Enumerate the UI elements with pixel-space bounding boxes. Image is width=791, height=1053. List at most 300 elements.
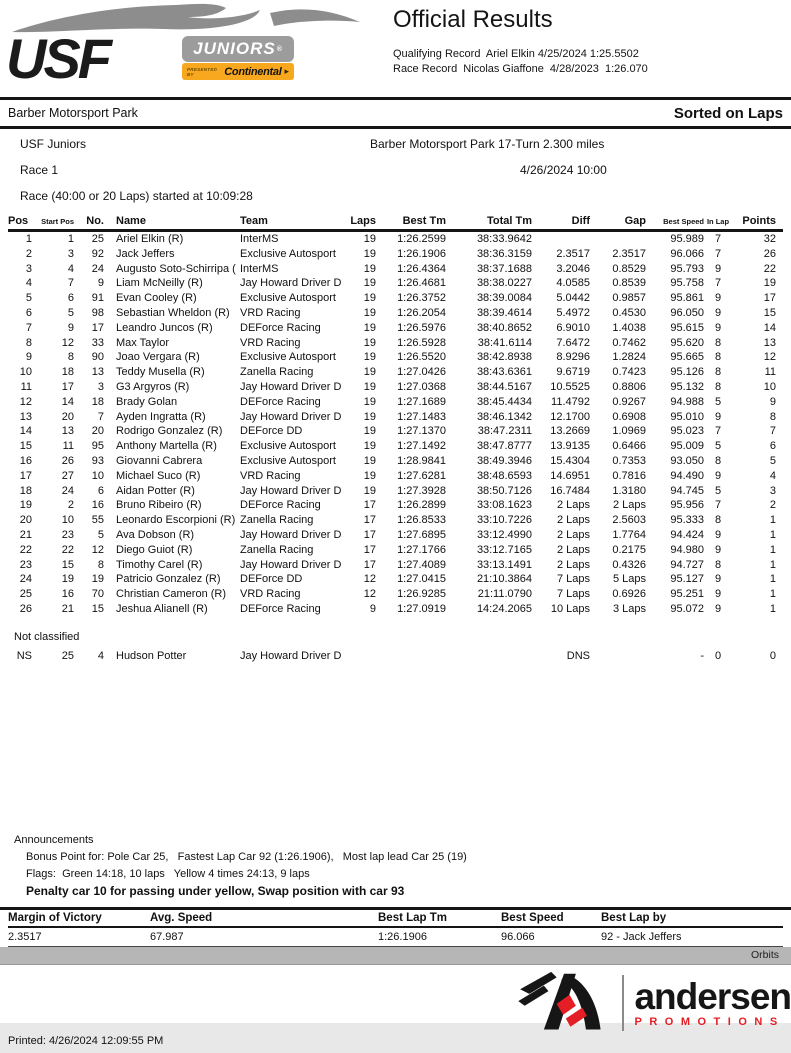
cell-inlap: 9 — [714, 292, 722, 305]
announcements-label: Announcements — [14, 833, 94, 846]
sort-label: Sorted on Laps — [673, 104, 783, 122]
cell-start: 13 — [61, 425, 74, 438]
cell-laps: 12 — [363, 588, 376, 601]
cell-speed: 94.988 — [670, 395, 704, 408]
cell-laps: 19 — [363, 277, 376, 290]
cell-best: 1:27.0426 — [397, 366, 446, 379]
cell-points: 7 — [769, 425, 776, 438]
cell-total: 38:50.7126 — [476, 484, 532, 497]
cell-total — [446, 649, 532, 664]
cell-gap: 0.8806 — [612, 380, 646, 393]
cell-pos: 4 — [25, 277, 32, 290]
summary-values-row — [8, 928, 783, 947]
col-header-pos: Pos — [8, 215, 29, 227]
cell-start: 12 — [61, 336, 74, 349]
cell-speed: 95.793 — [670, 262, 704, 275]
cell-total: 38:45.4434 — [476, 395, 532, 408]
track-bar — [0, 100, 791, 126]
cell-diff: 2 Laps — [556, 528, 590, 541]
title-block — [393, 6, 785, 77]
cell-no: 15 — [91, 602, 104, 615]
cell-laps: 19 — [363, 410, 376, 423]
col-header-no: No. — [86, 215, 104, 227]
cell-pos: 12 — [19, 395, 32, 408]
col-header-team: Team — [240, 215, 268, 227]
cell-best: 1:27.4089 — [397, 558, 446, 571]
col-header-laps: Laps — [350, 215, 376, 227]
cell-no: 4 — [97, 649, 104, 662]
race-datetime: 4/26/2024 10:00 — [520, 163, 607, 177]
cell-gap: 0.4326 — [612, 558, 646, 571]
andersen-promotions-logo — [516, 971, 791, 1035]
cell-inlap: 0 — [714, 649, 722, 662]
table-row — [8, 513, 783, 528]
col-header-name: Name — [116, 215, 146, 227]
cell-inlap: 9 — [714, 573, 722, 586]
cell-inlap: 8 — [714, 558, 722, 571]
cell-diff: 9.6719 — [556, 366, 590, 379]
cell-best: 1:28.9841 — [397, 454, 446, 467]
cell-inlap: 7 — [714, 277, 722, 290]
cell-pos: 13 — [19, 410, 32, 423]
cell-gap: 0.7816 — [612, 469, 646, 482]
results-body — [8, 232, 783, 617]
event-info — [0, 129, 791, 211]
page-footer — [0, 965, 791, 1053]
cell-points: 14 — [763, 321, 776, 334]
cell-gap: 0.6466 — [612, 440, 646, 453]
cell-best: 1:27.6895 — [397, 528, 446, 541]
cell-name: Augusto Soto-Schirripa ( — [116, 262, 236, 275]
cell-team: DEForce Racing — [240, 395, 321, 408]
cell-best: 1:27.0415 — [397, 573, 446, 586]
cell-best: 1:26.5520 — [397, 351, 446, 364]
juniors-label: JUNIORS — [193, 39, 276, 58]
cell-inlap: 8 — [714, 351, 722, 364]
cell-best: 1:26.8533 — [397, 514, 446, 527]
cell-pos: 11 — [20, 380, 32, 393]
cell-name: Rodrigo Gonzalez (R) — [116, 425, 223, 438]
cell-diff: 5.0442 — [556, 292, 590, 305]
cell-pos: 6 — [25, 306, 32, 319]
cell-name: Hudson Potter — [116, 649, 187, 662]
summary-header-row — [8, 910, 783, 928]
cell-points: 10 — [763, 380, 776, 393]
cell-points: 1 — [769, 528, 776, 541]
cell-inlap: 7 — [714, 233, 722, 245]
continental-arrow-icon: ▸ — [284, 66, 289, 76]
cell-start: 24 — [61, 484, 74, 497]
table-row — [8, 262, 783, 277]
cell-pos: 2 — [25, 247, 32, 260]
cell-no: 92 — [91, 247, 104, 260]
table-row — [8, 350, 783, 365]
cell-no: 98 — [91, 306, 104, 319]
cell-total: 33:08.1623 — [476, 499, 532, 512]
cell-pos: 22 — [19, 543, 32, 556]
cell-diff: 11.4792 — [551, 395, 590, 408]
cell-diff: 2 Laps — [556, 543, 590, 556]
cell-team: VRD Racing — [240, 306, 301, 319]
cell-speed: 94.727 — [670, 558, 704, 571]
flags-line: Flags: Green 14:18, 10 laps Yellow 4 times 24:13, 9 laps — [26, 867, 310, 880]
col-header-best-speed: Best Speed — [663, 217, 704, 226]
cell-speed: 95.615 — [670, 321, 704, 334]
cell-diff: 8.9296 — [556, 351, 590, 364]
cell-pos: 16 — [19, 454, 32, 467]
table-row — [8, 558, 783, 573]
summary-value-best-speed: 96.066 — [501, 930, 535, 943]
cell-best: 1:26.2054 — [397, 306, 446, 319]
cell-team: Jay Howard Driver D — [240, 649, 342, 662]
andersen-wordmark: andersen — [634, 975, 791, 1017]
cell-gap: 0.9267 — [612, 395, 646, 408]
cell-start: 20 — [61, 410, 74, 423]
cell-total: 21:11.0790 — [477, 588, 532, 601]
cell-points: 19 — [763, 277, 776, 290]
table-row — [8, 247, 783, 262]
cell-total: 33:13.1491 — [476, 558, 532, 571]
cell-team: VRD Racing — [240, 336, 301, 349]
cell-speed: 95.620 — [670, 336, 704, 349]
cell-laps — [346, 649, 376, 664]
cell-best: 1:26.5928 — [397, 336, 446, 349]
cell-total: 38:39.0084 — [476, 292, 532, 305]
cell-pos: 24 — [19, 573, 32, 586]
cell-laps: 19 — [363, 262, 376, 275]
cell-best: 1:26.1906 — [397, 247, 446, 260]
registered-mark: ® — [276, 45, 283, 53]
summary-header-best-lap-by: Best Lap by — [601, 911, 667, 924]
cell-total: 33:10.7226 — [476, 514, 532, 527]
cell-laps: 19 — [363, 454, 376, 467]
cell-diff: 10 Laps — [550, 602, 590, 615]
cell-speed: 96.066 — [670, 247, 704, 260]
cell-team: DEForce Racing — [240, 321, 321, 334]
cell-no: 10 — [91, 469, 104, 482]
table-row — [8, 291, 783, 306]
cell-gap: 1.0969 — [612, 425, 646, 438]
cell-name: Giovanni Cabrera — [116, 454, 203, 467]
cell-diff: 2.3517 — [556, 247, 590, 260]
table-row — [8, 454, 783, 469]
cell-start: 15 — [61, 558, 74, 571]
race-record: Race Record Nicolas Giaffone 4/28/2023 1:26.070 — [393, 63, 648, 75]
cell-inlap: 5 — [714, 440, 722, 453]
cell-pos: 25 — [19, 588, 32, 601]
cell-inlap: 9 — [714, 469, 722, 482]
cell-best: 1:27.6281 — [397, 469, 446, 482]
cell-name: Patricio Gonzalez (R) — [116, 573, 221, 586]
cell-speed: 95.956 — [670, 499, 704, 512]
cell-laps: 17 — [363, 499, 376, 512]
printed-timestamp: Printed: 4/26/2024 12:09:55 PM — [8, 1034, 164, 1047]
orbits-bar — [0, 947, 791, 965]
cell-no: 13 — [91, 366, 104, 379]
cell-no: 5 — [97, 528, 104, 541]
cell-total: 38:41.6114 — [477, 336, 532, 349]
cell-start: 19 — [61, 573, 74, 586]
cell-inlap: 8 — [714, 336, 722, 349]
cell-gap: 1.2824 — [612, 351, 646, 364]
cell-inlap: 9 — [714, 588, 722, 601]
circuit-info: Barber Motorsport Park 17-Turn 2.300 miles — [370, 137, 605, 151]
cell-start: 26 — [61, 454, 74, 467]
cell-diff: 10.5525 — [550, 380, 590, 393]
cell-inlap: 8 — [714, 366, 722, 379]
cell-diff — [532, 232, 590, 247]
cell-gap: 0.7423 — [612, 366, 646, 379]
cell-diff: 7 Laps — [556, 573, 590, 586]
cell-start: 25 — [61, 649, 74, 662]
cell-speed: - — [700, 649, 704, 662]
cell-name: Ariel Elkin (R) — [116, 233, 184, 245]
cell-total: 38:48.6593 — [476, 469, 532, 482]
cell-name: Sebastian Wheldon (R) — [116, 306, 230, 319]
cell-gap: 0.8529 — [612, 262, 646, 275]
cell-pos: 21 — [19, 528, 32, 541]
cell-no: 8 — [97, 558, 104, 571]
cell-no: 19 — [91, 573, 104, 586]
cell-pos: 15 — [19, 440, 32, 453]
cell-team: Zanella Racing — [240, 366, 314, 379]
cell-name: Leandro Juncos (R) — [116, 321, 213, 334]
continental-label: Continental — [224, 65, 282, 78]
cell-team: Exclusive Autosport — [240, 454, 336, 467]
cell-pos: 5 — [25, 292, 32, 305]
cell-inlap: 9 — [714, 306, 722, 319]
cell-points: 1 — [769, 588, 776, 601]
cell-points: 9 — [769, 395, 776, 408]
cell-inlap: 7 — [714, 499, 722, 512]
cell-pos: 20 — [19, 514, 32, 527]
cell-diff: 2 Laps — [556, 558, 590, 571]
cell-no: 16 — [91, 499, 104, 512]
cell-inlap: 9 — [714, 262, 722, 275]
cell-pos: 1 — [25, 233, 32, 245]
cell-gap — [590, 232, 646, 247]
cell-name: Bruno Ribeiro (R) — [116, 499, 202, 512]
cell-speed: 95.127 — [670, 573, 704, 586]
summary-value-avg-speed: 67.987 — [150, 930, 184, 943]
cell-speed: 95.010 — [670, 410, 704, 423]
cell-pos: 18 — [19, 484, 32, 497]
cell-speed: 95.023 — [670, 425, 704, 438]
cell-laps: 19 — [363, 380, 376, 393]
penalty-line: Penalty car 10 for passing under yellow, Swap position with car 93 — [26, 883, 405, 898]
cell-total: 38:47.8777 — [476, 440, 532, 453]
logo-divider — [622, 975, 624, 1031]
cell-start: 22 — [61, 543, 74, 556]
cell-start: 18 — [61, 366, 74, 379]
cell-inlap: 9 — [714, 321, 722, 334]
cell-gap: 0.7353 — [612, 454, 646, 467]
cell-name: G3 Argyros (R) — [116, 380, 190, 393]
cell-team: Exclusive Autosport — [240, 440, 336, 453]
cell-laps: 19 — [363, 336, 376, 349]
col-header-start-pos: Start Pos — [41, 217, 74, 226]
cell-diff: 13.9135 — [550, 440, 590, 453]
cell-laps: 19 — [363, 395, 376, 408]
cell-speed: 94.424 — [670, 528, 704, 541]
cell-name: Jeshua Alianell (R) — [116, 602, 208, 615]
cell-start: 10 — [61, 514, 74, 527]
cell-start: 5 — [67, 306, 74, 319]
continental-badge — [182, 63, 294, 80]
cell-pos: 23 — [19, 558, 32, 571]
bonus-point-line: Bonus Point for: Pole Car 25, Fastest Lap Car 92 (1:26.1906), Most lap lead Car 25 (19) — [26, 850, 467, 863]
presented-by-label: PRESENTED BY — [187, 66, 218, 77]
col-header-points: Points — [742, 215, 776, 227]
table-row — [8, 276, 783, 291]
cell-pos: 10 — [19, 366, 32, 379]
cell-start: 14 — [61, 395, 74, 408]
cell-team: InterMS — [240, 262, 279, 275]
cell-best: 1:26.2599 — [397, 233, 446, 245]
cell-diff: 2 Laps — [556, 514, 590, 527]
cell-gap: 0.6908 — [612, 410, 646, 423]
cell-start: 2 — [67, 499, 74, 512]
cell-total: 38:46.1342 — [476, 410, 532, 423]
cell-laps: 19 — [363, 425, 376, 438]
cell-laps: 19 — [363, 292, 376, 305]
cell-speed: 95.072 — [670, 602, 704, 615]
cell-best: 1:27.1689 — [397, 395, 446, 408]
cell-no: 90 — [91, 351, 104, 364]
cell-inlap: 8 — [714, 380, 722, 393]
cell-laps: 19 — [363, 469, 376, 482]
cell-best: 1:26.4681 — [397, 277, 446, 290]
cell-name: Ava Dobson (R) — [116, 528, 195, 541]
col-header-in-lap: In Lap — [706, 217, 730, 226]
cell-diff: 14.6951 — [550, 469, 590, 482]
cell-laps: 19 — [363, 351, 376, 364]
results-header-row — [8, 215, 783, 232]
cell-start: 1 — [67, 233, 74, 245]
cell-name: Ayden Ingratta (R) — [116, 410, 206, 423]
table-row — [8, 321, 783, 336]
cell-pos: 19 — [19, 499, 32, 512]
summary-value-margin: 2.3517 — [8, 930, 42, 943]
cell-gap: 2.5603 — [612, 514, 646, 527]
cell-speed: 94.745 — [670, 484, 704, 497]
cell-pos: 14 — [19, 425, 32, 438]
cell-gap: 0.6926 — [612, 588, 646, 601]
cell-no: 95 — [91, 440, 104, 453]
summary-header-avg-speed: Avg. Speed — [150, 911, 213, 924]
cell-gap: 0.8539 — [612, 277, 646, 290]
cell-name: Aidan Potter (R) — [116, 484, 195, 497]
cell-inlap: 9 — [714, 410, 722, 423]
cell-points: 6 — [769, 440, 776, 453]
cell-total: 38:42.8938 — [476, 351, 532, 364]
summary-header-best-speed: Best Speed — [501, 911, 564, 924]
cell-points: 12 — [763, 351, 776, 364]
cell-name: Teddy Musella (R) — [116, 366, 205, 379]
cell-total: 38:44.5167 — [476, 380, 532, 393]
andersen-text — [634, 975, 791, 1028]
cell-points: 15 — [763, 306, 776, 319]
cell-inlap: 5 — [714, 484, 722, 497]
page-header — [0, 0, 791, 97]
cell-total: 14:24.2065 — [476, 602, 532, 615]
cell-points: 0 — [769, 649, 776, 662]
col-header-gap: Gap — [624, 215, 646, 227]
cell-best: 1:27.0919 — [397, 602, 446, 615]
cell-total: 38:36.3159 — [476, 247, 532, 260]
cell-name: Joao Vergara (R) — [116, 351, 200, 364]
cell-points: 22 — [763, 262, 776, 275]
col-header-diff: Diff — [571, 215, 590, 227]
cell-speed: 95.861 — [670, 292, 704, 305]
table-row — [8, 306, 783, 321]
cell-diff: 15.4304 — [550, 454, 590, 467]
cell-laps: 19 — [363, 321, 376, 334]
cell-team: VRD Racing — [240, 469, 301, 482]
summary-header-best-lap: Best Lap Tm — [378, 911, 448, 924]
cell-no: 20 — [91, 425, 104, 438]
table-row — [8, 336, 783, 351]
cell-gap: 0.2175 — [612, 543, 646, 556]
cell-team: Exclusive Autosport — [240, 247, 336, 260]
promotions-label: PROMOTIONS — [634, 1015, 785, 1028]
series-name: USF Juniors — [20, 137, 87, 151]
table-row — [8, 649, 783, 664]
cell-gap: 2 Laps — [612, 499, 646, 512]
cell-best: 1:27.1483 — [397, 410, 446, 423]
cell-points: 11 — [764, 366, 776, 379]
cell-no: 17 — [91, 321, 104, 334]
cell-best: 1:26.9285 — [397, 588, 446, 601]
table-row — [8, 498, 783, 513]
cell-team: Jay Howard Driver D — [240, 528, 342, 541]
cell-pos: NS — [16, 649, 32, 662]
cell-team: DEForce Racing — [240, 499, 321, 512]
table-row — [8, 469, 783, 484]
cell-diff: 13.2669 — [550, 425, 590, 438]
cell-team: DEForce Racing — [240, 602, 321, 615]
cell-team: Zanella Racing — [240, 543, 314, 556]
cell-points: 13 — [763, 336, 776, 349]
cell-total: 21:10.3864 — [476, 573, 532, 586]
cell-speed: 95.009 — [670, 440, 704, 453]
cell-laps: 19 — [363, 306, 376, 319]
cell-inlap: 8 — [714, 454, 722, 467]
cell-no: 93 — [91, 454, 104, 467]
cell-points: 1 — [769, 558, 776, 571]
cell-diff: 6.9010 — [556, 321, 590, 334]
cell-team: InterMS — [240, 233, 279, 245]
cell-best: 1:26.4364 — [397, 262, 446, 275]
race-summary — [0, 907, 791, 947]
cell-laps: 19 — [363, 247, 376, 260]
cell-points: 1 — [769, 602, 776, 615]
cell-laps: 19 — [363, 366, 376, 379]
cell-best: 1:26.3752 — [397, 292, 446, 305]
cell-gap — [590, 649, 646, 664]
table-row — [8, 424, 783, 439]
cell-start: 21 — [61, 602, 74, 615]
cell-laps: 17 — [363, 514, 376, 527]
cell-name: Brady Golan — [116, 395, 178, 408]
qualifying-record: Qualifying Record Ariel Elkin 4/25/2024 1:25.5502 — [393, 48, 639, 60]
orbits-label: Orbits — [750, 949, 779, 962]
cell-points: 2 — [769, 499, 776, 512]
cell-start: 8 — [67, 351, 74, 364]
cell-no: 7 — [97, 410, 104, 423]
cell-team: Jay Howard Driver D — [240, 484, 342, 497]
announcements — [0, 832, 791, 900]
